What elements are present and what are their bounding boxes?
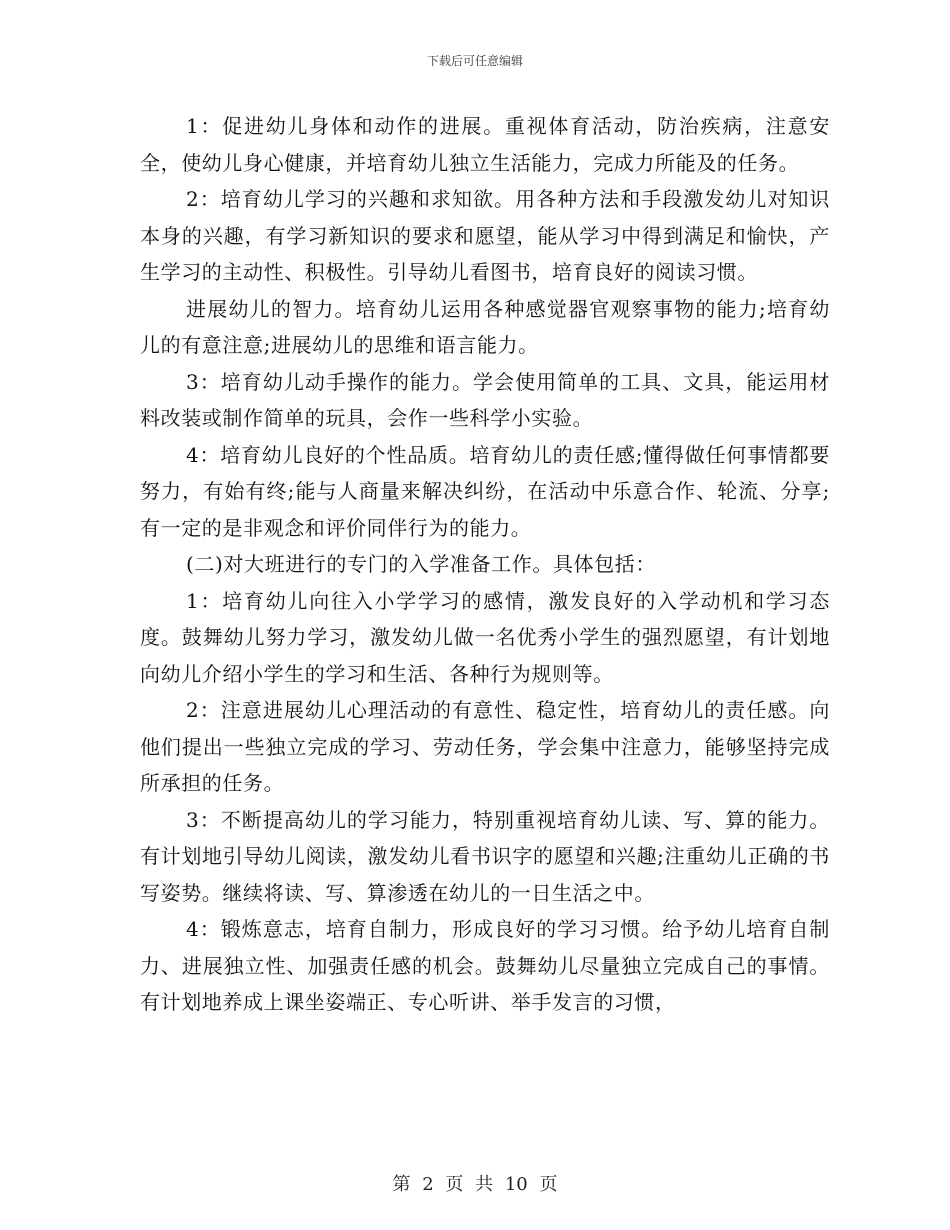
page-header: 下载后可任意编辑 [426,54,523,68]
paragraph: 2：培育幼儿学习的兴趣和求知欲。用各种方法和手段激发幼儿对知识本身的兴趣，有学习新知识的要求和愿望，能从学习中得到满足和愉快，产生学习的主动性、积极性。引导幼儿看图书，培育良好的阅读习惯。 [140,187,830,284]
document-body [140,108,830,1021]
paragraph: 4：锻炼意志，培育自制力，形成良好的学习习惯。给予幼儿培育自制力、进展独立性、加强责任感的机会。鼓舞幼儿尽量独立完成自己的事情。有计划地养成上课坐姿端正、专心听讲、举手发言的习惯， [140,917,830,1014]
paragraph: 4：培育幼儿良好的个性品质。培育幼儿的责任感;懂得做任何事情都要努力，有始有终;能与人商量来解决纠纷，在活动中乐意合作、轮流、分享;有一定的是非观念和评价同伴行为的能力。 [140,442,830,540]
paragraph: 1：培育幼儿向往入小学学习的感情，激发良好的入学动机和学习态度。鼓舞幼儿努力学习，激发幼儿做一名优秀小学生的强烈愿望，有计划地向幼儿介绍小学生的学习和生活、各种行为规则等。 [140,588,830,686]
section-heading: (二)对大班进行的专门的入学准备工作。具体包括： [186,552,657,576]
paragraph: 进展幼儿的智力。培育幼儿运用各种感觉器官观察事物的能力;培育幼儿的有意注意;进展幼儿的思维和语言能力。 [140,296,830,357]
paragraph: 2：注意进展幼儿心理活动的有意性、稳定性，培育幼儿的责任感。向他们提出一些独立完成的学习、劳动任务，学会集中注意力，能够坚持完成所承担的任务。 [140,698,830,795]
paragraph: 3：不断提高幼儿的学习能力，特别重视培育幼儿读、写、算的能力。有计划地引导幼儿阅读，激发幼儿看书识字的愿望和兴趣;注重幼儿正确的书写姿势。继续将读、写、算渗透在幼儿的一日生活之中。 [140,807,830,905]
page-number: 第 2 页 共 10 页 [392,1174,558,1195]
paragraph: 3：培育幼儿动手操作的能力。学会使用简单的工具、文具，能运用材料改装或制作简单的玩具，会作一些科学小实验。 [140,369,830,430]
paragraph: 1：促进幼儿身体和动作的进展。重视体育活动，防治疾病，注意安全，使幼儿身心健康，并培育幼儿独立生活能力，完成力所能及的任务。 [140,114,830,175]
